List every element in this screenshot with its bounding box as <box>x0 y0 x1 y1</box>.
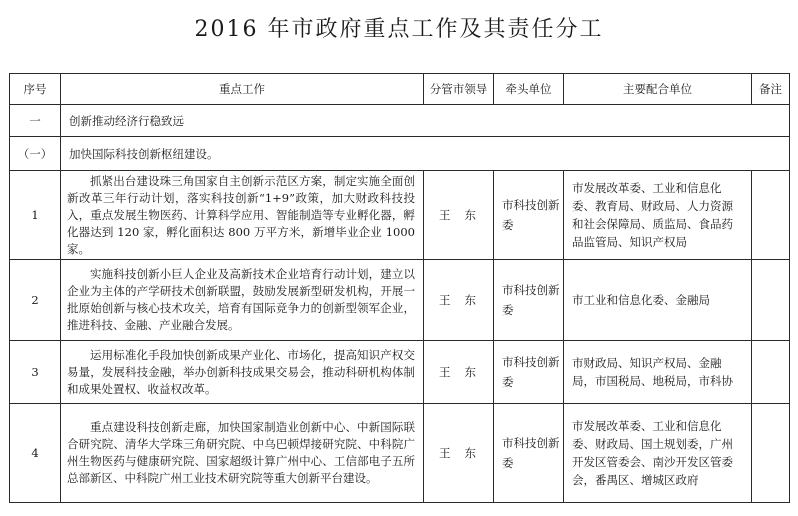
row-task: 重点建设科技创新走廊，加快国家制造业创新中心、中新国际联合研究院、清华大学珠三角研究院、中乌巴顿焊接研究院、中科院广州生物医药与健康研究院、国家超级计算广州中心、工信部电子五所总部新区、中科院广州工业技术研究院等重大创新平台建设。 <box>61 404 424 503</box>
table-row <box>10 404 790 503</box>
table-row <box>10 341 790 404</box>
row-lead-unit: 市科技创新委 <box>494 171 564 260</box>
row-leader: 王东 <box>424 404 494 503</box>
row-no: 3 <box>10 341 61 404</box>
row-leader: 王东 <box>424 260 494 341</box>
row-no: 4 <box>10 404 61 503</box>
row-task: 实施科技创新小巨人企业及高新技术企业培育行动计划，建立以企业为主体的产学研技术创新联盟，鼓励发展新型研发机构，开展一批原始创新与核心技术攻关，培育有国际竞争力的创新型领军企业，推进科技、金融、产业融合发展。 <box>61 260 424 341</box>
row-leader: 王东 <box>424 171 494 260</box>
subsection-row <box>10 137 790 171</box>
subsection-title: 加快国际科技创新枢纽建设。 <box>61 137 790 171</box>
row-lead-unit: 市科技创新委 <box>494 260 564 341</box>
table-row <box>10 171 790 260</box>
row-no: 2 <box>10 260 61 341</box>
row-leader: 王东 <box>424 341 494 404</box>
row-partners: 市工业和信息化委、金融局 <box>564 260 752 341</box>
row-partners: 市发展改革委、工业和信息化委、财政局、国土规划委，广州开发区管委会、南沙开发区管委会，番禺区、增城区政府 <box>564 404 752 503</box>
row-lead-unit: 市科技创新委 <box>494 341 564 404</box>
row-remark <box>752 404 790 503</box>
subsection-no: （一） <box>10 137 61 171</box>
section-title: 创新推动经济行稳致远 <box>61 105 790 137</box>
header-row <box>10 74 790 105</box>
header-leader: 分管市领导 <box>424 74 494 105</box>
row-partners: 市财政局、知识产权局、金融局，市国税局、地税局，市科协 <box>564 341 752 404</box>
header-lead-unit: 牵头单位 <box>494 74 564 105</box>
task-table <box>9 73 790 503</box>
header-remark: 备注 <box>752 74 790 105</box>
section-row <box>10 105 790 137</box>
header-partners: 主要配合单位 <box>564 74 752 105</box>
page-title: 2016 年市政府重点工作及其责任分工 <box>194 17 604 42</box>
header-task: 重点工作 <box>61 74 424 105</box>
section-no: 一 <box>10 105 61 137</box>
header-no: 序号 <box>10 74 61 105</box>
row-remark <box>752 171 790 260</box>
row-task: 运用标准化手段加快创新成果产业化、市场化，提高知识产权交易量，发展科技金融，举办创新科技成果交易会，推动科研机构体制和成果处置权、收益权改革。 <box>61 341 424 404</box>
row-remark <box>752 341 790 404</box>
row-lead-unit: 市科技创新委 <box>494 404 564 503</box>
row-no: 1 <box>10 171 61 260</box>
table-row <box>10 260 790 341</box>
row-partners: 市发展改革委、工业和信息化委、教育局、财政局、人力资源和社会保障局、质监局、食品药品监管局、知识产权局 <box>564 171 752 260</box>
row-remark <box>752 260 790 341</box>
row-task: 抓紧出台建设珠三角国家自主创新示范区方案，制定实施全面创新改革三年行动计划，落实科技创新“1+9”政策，加大财政科技投入，重点发展生物医药、计算科学应用、智能制造等专业孵化器，孵化器达到 120 家，孵化面积达 800 万平方米，新增毕业企业 1000 家。 <box>61 171 424 260</box>
